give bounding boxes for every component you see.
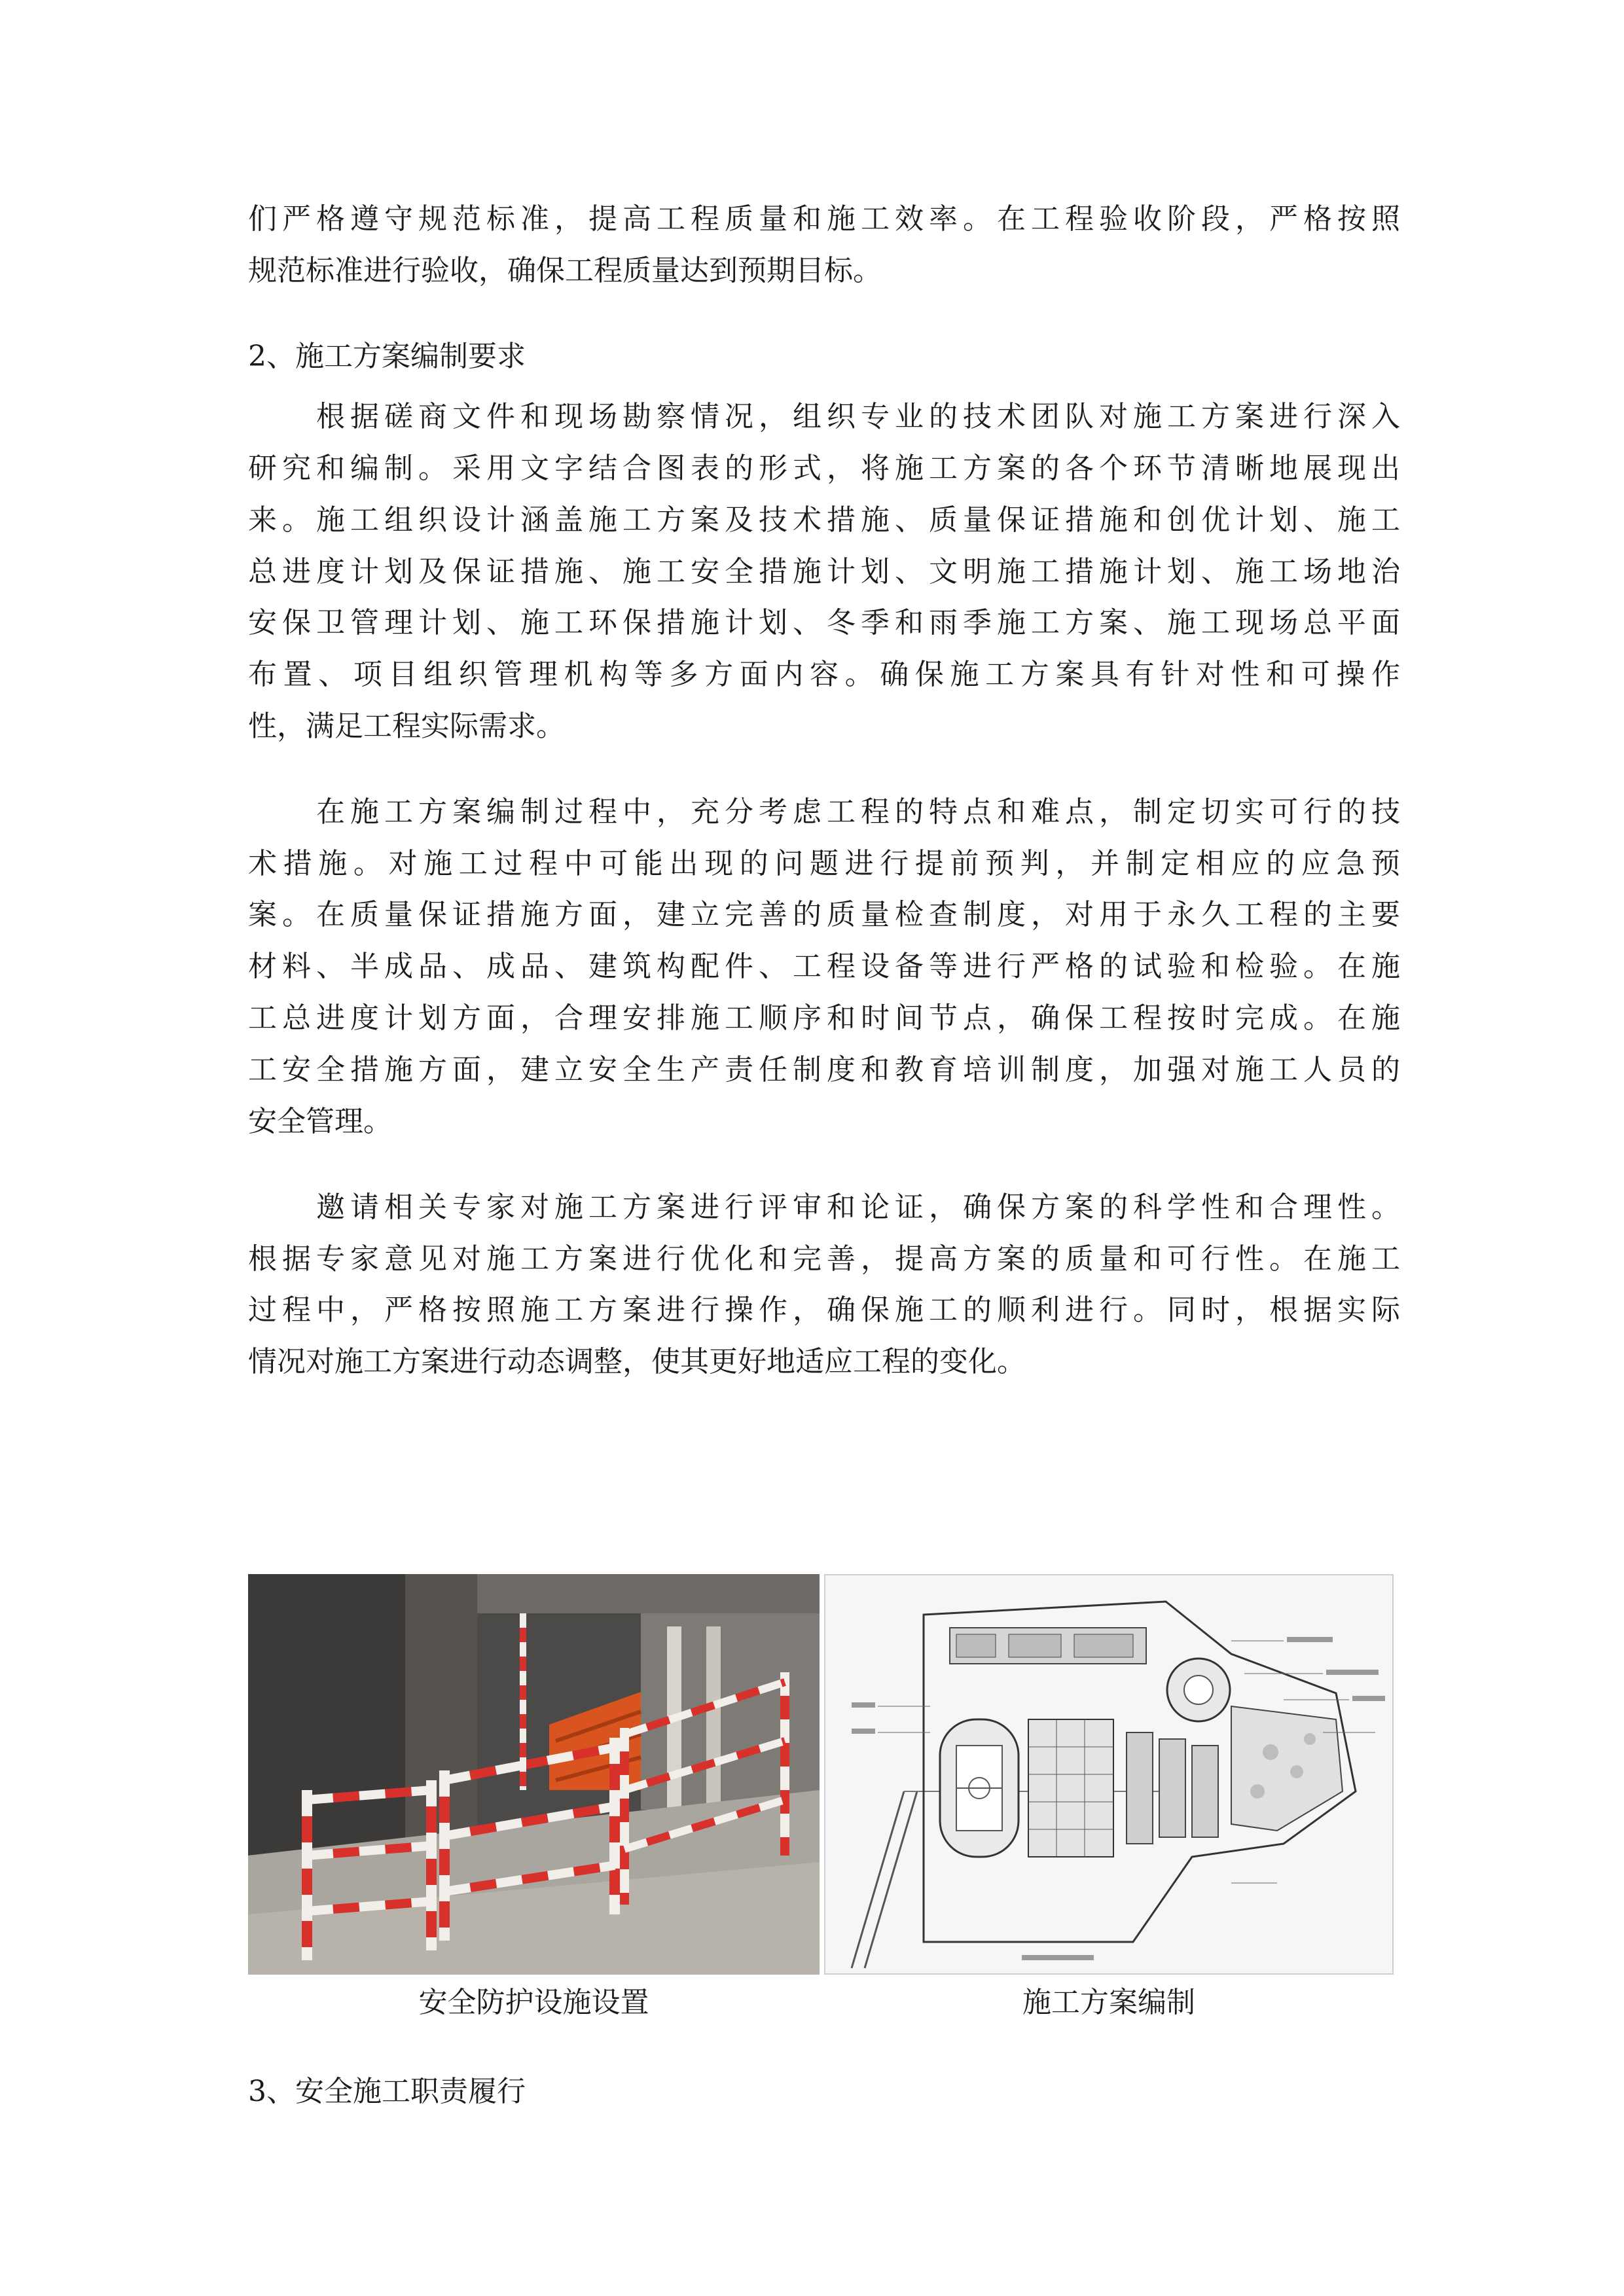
section-heading: 3、安全施工职责履行 bbox=[248, 2075, 526, 2108]
paragraph-line: 来。施工组织设计涵盖施工方案及技术措施、质量保证措施和创优计划、施工 bbox=[248, 503, 1400, 537]
paragraph-line: 在施工方案编制过程中，充分考虑工程的特点和难点，制定切实可行的技 bbox=[248, 795, 1400, 829]
paragraph-line: 布置、项目组织管理机构等多方面内容。确保施工方案具有针对性和可操作 bbox=[248, 658, 1400, 691]
site-plan-drawing bbox=[824, 1574, 1394, 1975]
paragraph-line: 术措施。对施工过程中可能出现的问题进行提前预判，并制定相应的应急预 bbox=[248, 847, 1400, 880]
paragraph-line: 邀请相关专家对施工方案进行评审和论证，确保方案的科学性和合理性。 bbox=[248, 1191, 1400, 1224]
safety-barrier-illustration bbox=[248, 1574, 820, 1975]
site-plan-illustration bbox=[825, 1575, 1392, 1973]
paragraph-line: 工总进度计划方面，合理安排施工顺序和时间节点，确保工程按时完成。在施 bbox=[248, 1001, 1400, 1035]
paragraph-line: 工安全措施方面，建立安全生产责任制度和教育培训制度，加强对施工人员的 bbox=[248, 1053, 1400, 1086]
paragraph-line: 案。在质量保证措施方面，建立完善的质量检查制度，对用于永久工程的主要 bbox=[248, 898, 1400, 931]
figure-caption-right: 施工方案编制 bbox=[1022, 1986, 1195, 2019]
paragraph-line: 根据磋商文件和现场勘察情况，组织专业的技术团队对施工方案进行深入 bbox=[248, 400, 1400, 433]
paragraph-line: 安保卫管理计划、施工环保措施计划、冬季和雨季施工方案、施工现场总平面 bbox=[248, 606, 1400, 639]
paragraph-line: 规范标准进行验收，确保工程质量达到预期目标。 bbox=[248, 254, 882, 287]
figure-caption-left: 安全防护设施设置 bbox=[418, 1986, 649, 2019]
paragraph-line: 过程中，严格按照施工方案进行操作，确保施工的顺利进行。同时，根据实际 bbox=[248, 1293, 1400, 1327]
section-heading: 2、施工方案编制要求 bbox=[248, 340, 526, 373]
safety-barrier-photo bbox=[248, 1574, 820, 1975]
paragraph-line: 性，满足工程实际需求。 bbox=[248, 709, 565, 743]
paragraph-line: 们严格遵守规范标准，提高工程质量和施工效率。在工程验收阶段，严格按照 bbox=[248, 202, 1400, 236]
paragraph-line: 材料、半成品、成品、建筑构配件、工程设备等进行严格的试验和检验。在施 bbox=[248, 950, 1400, 983]
paragraph-line: 安全管理。 bbox=[248, 1105, 392, 1138]
paragraph-line: 研究和编制。采用文字结合图表的形式，将施工方案的各个环节清晰地展现出 bbox=[248, 452, 1400, 485]
paragraph-line: 总进度计划及保证措施、施工安全措施计划、文明施工措施计划、施工场地治 bbox=[248, 555, 1400, 588]
paragraph-line: 根据专家意见对施工方案进行优化和完善，提高方案的质量和可行性。在施工 bbox=[248, 1242, 1400, 1276]
paragraph-line: 情况对施工方案进行动态调整，使其更好地适应工程的变化。 bbox=[248, 1345, 1026, 1378]
